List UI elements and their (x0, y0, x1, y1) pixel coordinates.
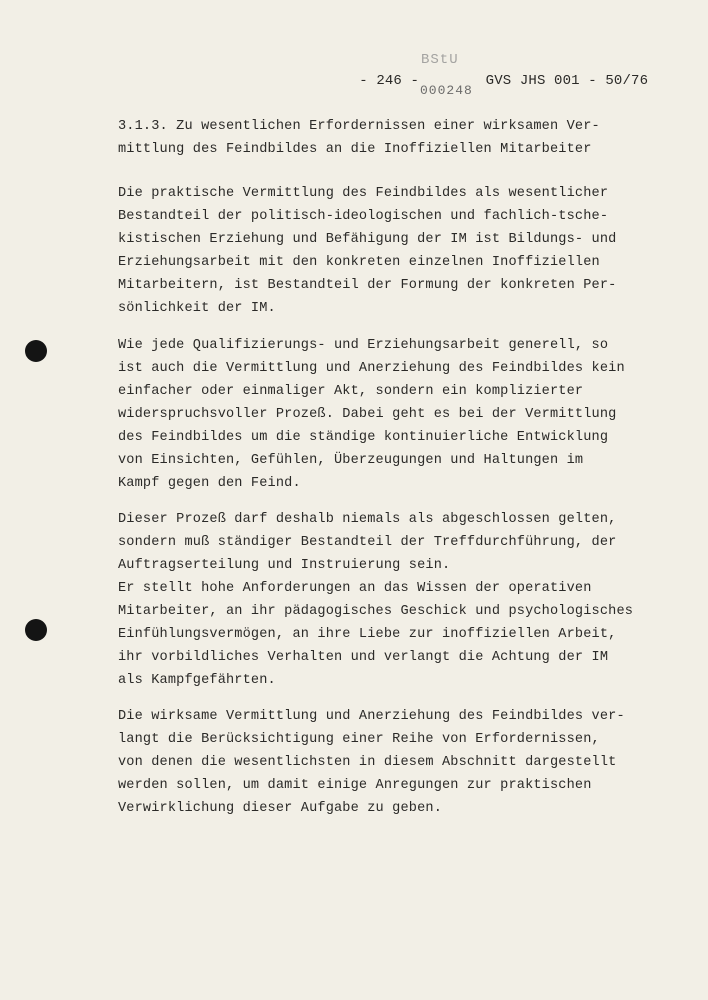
paragraph-3-line-5: Mitarbeiter, an ihr pädagogisches Geschick und psychologisches (118, 604, 634, 619)
paragraph-2-line-4: widerspruchsvoller Prozeß. Dabei geht es bei der Vermittlung (118, 407, 617, 422)
paragraph-1-line-2: Bestandteil der politisch-ideologischen und fachlich-tsche- (118, 209, 609, 224)
paragraph-2-line-7: Kampf gegen den Feind. (118, 476, 301, 491)
paragraph-2-line-6: von Einsichten, Gefühlen, Überzeugungen und Haltungen im (118, 453, 584, 468)
punch-hole-top (25, 340, 47, 362)
page-number-left: - 246 - (359, 73, 428, 89)
paragraph-3-line-8: als Kampfgefährten. (118, 673, 276, 688)
paragraph-1-line-5: Mitarbeitern, ist Bestandteil der Formung der konkreten Per- (118, 278, 617, 293)
archive-number-stamp: 000248 (420, 83, 473, 98)
paragraph-2-line-3: einfacher oder einmaliger Akt, sondern ein komplizierter (118, 384, 584, 399)
section-heading-line-2: mittlung des Feindbildes an die Inoffiziellen Mitarbeiter (118, 142, 592, 157)
punch-hole-bottom (25, 619, 47, 641)
page-reference (325, 48, 648, 114)
paragraph-2-line-5: des Feindbildes um die ständige kontinuierliche Entwicklung (118, 430, 609, 445)
paragraph-3-line-1: Dieser Prozeß darf deshalb niemals als abgeschlossen gelten, (118, 512, 617, 527)
paragraph-1-line-3: kistischen Erziehung und Befähigung der IM ist Bildungs- und (118, 232, 617, 247)
paragraph-2-line-1: Wie jede Qualifizierungs- und Erziehungsarbeit generell, so (118, 338, 609, 353)
paragraph-3-line-2: sondern muß ständiger Bestandteil der Treffdurchführung, der (118, 535, 617, 550)
section-heading-line-1: 3.1.3. Zu wesentlichen Erfordernissen einer wirksamen Ver- (118, 119, 600, 134)
paragraph-1-line-4: Erziehungsarbeit mit den konkreten einzelnen Inoffiziellen (118, 255, 600, 270)
paragraph-4-line-4: werden sollen, um damit einige Anregungen zur praktischen (118, 778, 592, 793)
paragraph-3-line-6: Einfühlungsvermögen, an ihre Liebe zur inoffiziellen Arbeit, (118, 627, 617, 642)
paragraph-3-line-4: Er stellt hohe Anforderungen an das Wissen der operativen (118, 581, 592, 596)
archive-stamp: BStU (421, 52, 459, 68)
paragraph-4-line-2: langt die Berücksichtigung einer Reihe von Erfordernissen, (118, 732, 600, 747)
paragraph-1-line-6: sönlichkeit der IM. (118, 301, 276, 316)
paragraph-1-line-1: Die praktische Vermittlung des Feindbildes als wesentlicher (118, 186, 609, 201)
paragraph-4-line-5: Verwirklichung dieser Aufgabe zu geben. (118, 801, 442, 816)
paragraph-4-line-3: von denen die wesentlichsten in diesem Abschnitt dargestellt (118, 755, 617, 770)
classification-number: GVS JHS 001 - 50/76 (485, 73, 649, 89)
paragraph-3-line-7: ihr vorbildliches Verhalten und verlangt die Achtung der IM (118, 650, 609, 665)
paragraph-4-line-1: Die wirksame Vermittlung und Anerziehung des Feindbildes ver- (118, 709, 625, 724)
paragraph-2-line-2: ist auch die Vermittlung und Anerziehung des Feindbildes kein (118, 361, 625, 376)
paragraph-3-line-3: Auftragserteilung und Instruierung sein. (118, 558, 451, 573)
